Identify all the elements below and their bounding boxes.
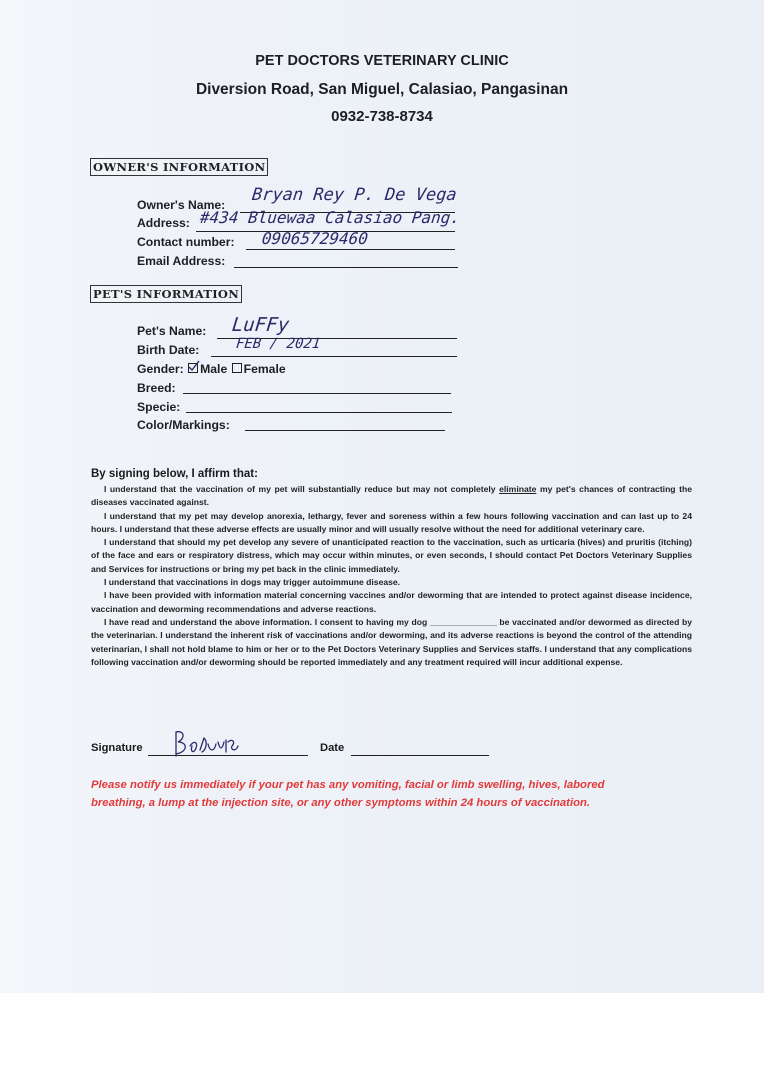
- birth-date-line: [211, 356, 457, 357]
- pet-section-title: PET'S INFORMATION: [90, 285, 242, 303]
- p1-text-before: I understand that the vaccination of my pet will substantially reduce but may not completely: [104, 484, 500, 494]
- female-option-label: Female: [243, 362, 286, 376]
- affirmation-paragraph-4: I understand that vaccinations in dogs may trigger autoimmune disease.: [104, 577, 401, 588]
- affirmation-paragraph-2: I understand that my pet may develop anorexia, lethargy, fever and soreness within a few hours following vaccination and can last up to 24 hours. I understand that these adverse effects are usually minor and will usually resolve without the need for additional veterinary care.: [91, 510, 692, 534]
- owner-section-title: OWNER'S INFORMATION: [90, 158, 268, 176]
- birth-date-value[interactable]: FEB / 2021: [235, 336, 322, 352]
- p1-underlined-word: eliminate: [499, 484, 537, 494]
- gender-label: Gender:: [137, 362, 184, 376]
- male-option-label: Male: [200, 362, 228, 376]
- specie-label: Specie:: [137, 400, 181, 414]
- p1-text-after: my pet's chances of contracting the diseases vaccinated against.: [91, 484, 692, 508]
- birth-date-row: [137, 341, 199, 361]
- affirmation-text: [91, 483, 692, 669]
- male-checkbox[interactable]: [188, 363, 198, 373]
- contact-value[interactable]: 09065729460: [261, 229, 369, 248]
- breed-row: [137, 379, 176, 399]
- owner-name-label: Owner's Name:: [137, 198, 226, 212]
- breed-label: Breed:: [137, 381, 176, 395]
- owner-name-value[interactable]: Bryan Rey P. De Vega: [250, 185, 458, 205]
- affirmation-paragraph-1: [91, 483, 692, 510]
- email-line: [234, 267, 458, 268]
- specie-row: [137, 398, 180, 418]
- address-label: Address:: [137, 216, 190, 230]
- color-line: [245, 430, 445, 431]
- specie-line: [186, 412, 452, 413]
- color-label: Color/Markings:: [137, 418, 230, 432]
- pet-name-row: [137, 322, 206, 342]
- email-label: Email Address:: [137, 254, 226, 268]
- date-label: Date: [320, 742, 345, 754]
- pet-name-value[interactable]: LuFFy: [230, 314, 291, 336]
- email-row: [137, 252, 225, 272]
- contact-row: [137, 233, 235, 253]
- gender-row: [137, 360, 286, 380]
- affirmation-paragraph-3: I understand that should my pet develop any severe of unanticipated reaction to the vaccination, such as urticaria (hives) and pruritis (itching) of the face and ears or respiratory distress, which may occur within minutes, or even seconds, I should contact Pet Doctors Veterinary Supplies and Services for instructions or bring my pet back in the clinic immediately.: [91, 537, 692, 574]
- affirmation-paragraph-5: I have been provided with information material concerning vaccines and/or deworming that are intended to protect against disease incidence, vaccination and deworming recommendations and adverse reactions.: [91, 590, 692, 614]
- birth-date-label: Birth Date:: [137, 343, 200, 357]
- signature-label: Signature: [91, 742, 143, 754]
- clinic-phone: 0932-738-8734: [331, 108, 433, 125]
- female-checkbox[interactable]: [232, 363, 242, 373]
- date-line: [351, 755, 489, 756]
- color-row: [137, 416, 230, 436]
- affirmation-paragraph-6: I have read and understand the above information. I consent to having my dog ______________ be vaccinated and/or dewormed as directed by the veterinarian. I understand the inherent risk of vaccinations and/or deworming, and its adverse reactions is beyond the control of the attending veterinarian, I shall not hold blame to him or her or to the Pet Doctors Veterinary Supplies and Services staffs. I understand that any complications following vaccination and/or deworming should be reported immediately and any treatment required will incur additional expense.: [91, 616, 692, 667]
- contact-line: [246, 249, 455, 250]
- contact-label: Contact number:: [137, 235, 235, 249]
- vaccination-notice: Please notify us immediately if your pet has any vomiting, facial or limb swelling, hives, labored breathing, a lump at the injection site, or any other symptoms within 24 hours of vaccination.: [91, 779, 605, 809]
- clinic-name: PET DOCTORS VETERINARY CLINIC: [255, 53, 509, 69]
- breed-line: [183, 393, 451, 394]
- affirmation-heading: By signing below, I affirm that:: [91, 468, 258, 480]
- pet-name-label: Pet's Name:: [137, 324, 207, 338]
- clinic-address: Diversion Road, San Miguel, Calasiao, Pangasinan: [195, 81, 569, 98]
- address-value[interactable]: #434 Bluewaa Calasiao Pang.: [199, 208, 462, 227]
- checkmark-icon: [188, 360, 200, 372]
- address-row: [137, 214, 190, 234]
- handwritten-signature[interactable]: [170, 728, 250, 760]
